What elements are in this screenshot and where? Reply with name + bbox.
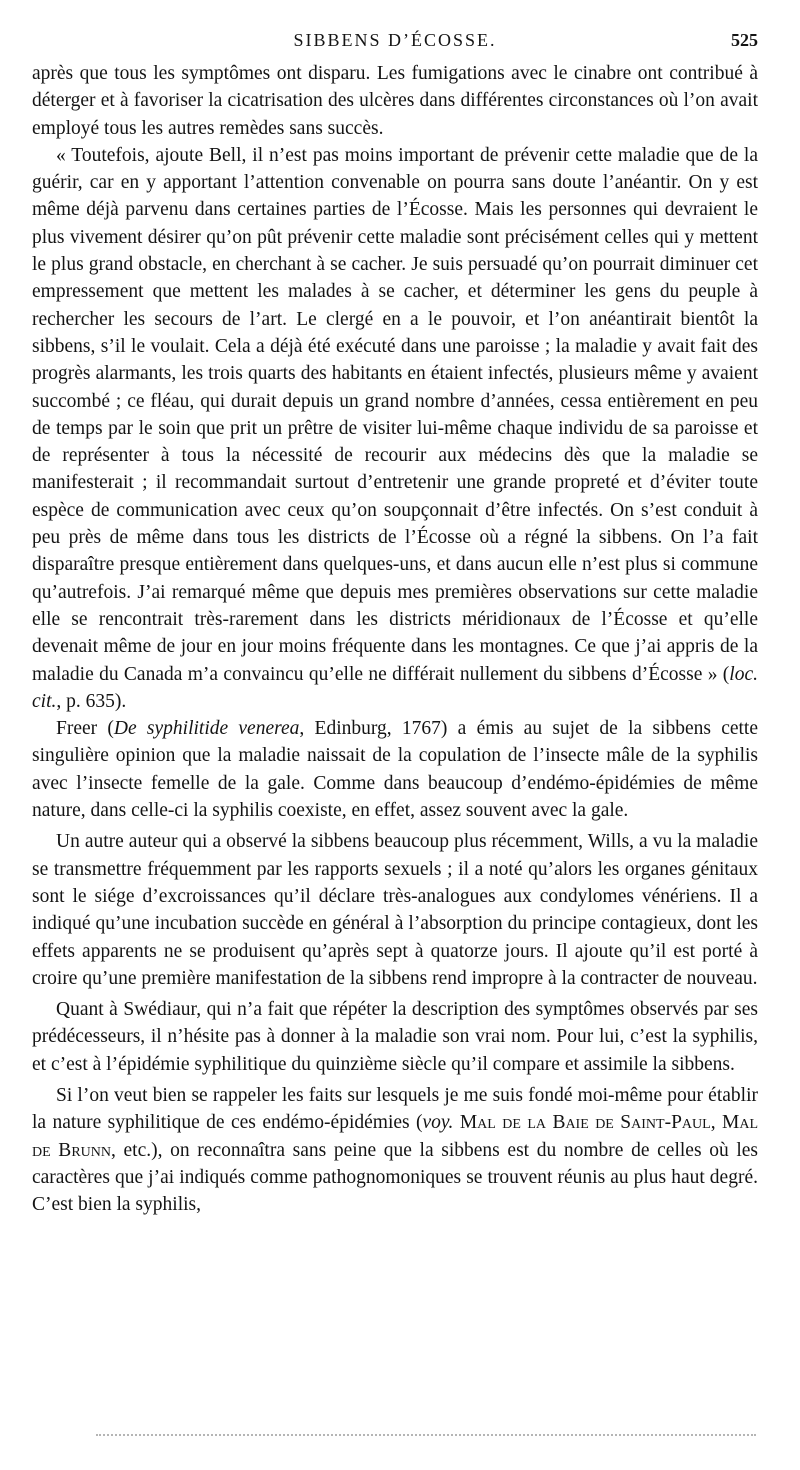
paragraph-3-freer xyxy=(32,715,758,824)
page-header xyxy=(32,26,758,56)
voy-abbrev: voy. xyxy=(422,1112,454,1134)
paragraph-6-conclusion xyxy=(32,1082,758,1218)
cross-reference-baie-saint-paul: Mal de la Baie de Saint-Paul xyxy=(459,1112,711,1134)
freer-work-title: De syphilitide venerea xyxy=(113,718,300,740)
conclusion-text-start: Si l’on veut bien se rappeler les faits sur lesquels je me suis fondé moi-même pour établir la nature syphilitique de ces endémo-épidémies ( xyxy=(32,1084,758,1134)
running-title: SIBBENS D’ÉCOSSE. xyxy=(293,30,497,50)
page xyxy=(32,26,758,1218)
freer-intro: Freer ( xyxy=(56,718,114,740)
paragraph-5-swediaur: Quant à Swédiaur, qui n’a fait que répéter la description des symptômes observés par ses prédécesseurs, il n’hésite pas à donner à la maladie son vrai nom. Pour lui, c’est la syphilis, et c’est à l’épidémie syphilitique du quinzième siècle qu’il compare et assimile la sibbens. xyxy=(32,999,758,1075)
citation-page: , p. 635). xyxy=(56,690,127,712)
page-number: 525 xyxy=(731,30,758,50)
freer-text: , Edinburg, 1767) a émis au sujet de la sibbens cette singulière opinion que la maladie naissait de la copulation de l’insecte mâle de la syphilis avec l’insecte femelle de la gale. Comme dans beaucoup d’endémo-épidémies de même nature, dans celle-ci la syphilis coexiste, en effet, assez souvent avec la gale. xyxy=(32,718,758,822)
conclusion-text-end: , etc.), on reconnaîtra sans peine que la sibbens est du nombre de celles où les caractères que j’ai indiqués comme pathognomoniques se trouvent réunis au plus haut degré. C’est bien la syphilis, xyxy=(32,1139,759,1216)
paragraph-1: après que tous les symptômes ont disparu. Les fumigations avec le cinabre ont contribué à déterger et à favoriser la cicatrisation des ulcères dans différentes circonstances où l’on avait employé tous les autres remèdes sans succès. xyxy=(32,63,758,139)
bottom-dotted-rule xyxy=(96,1434,756,1436)
bell-quote-text: « Toutefois, ajoute Bell, il n’est pas moins important de prévenir cette maladie que de la guérir, car en y apportant l’attention convenable on pourra sans doute l’anéantir. On y est même déjà parvenu dans certaines parties de l’Écosse. Mais les personnes qui devraient le plus vivement désirer qu’on pût prévenir cette maladie sont précisément celles qui y mettent le plus grand obstacle, en cherchant à se cacher. Je suis persuadé qu’on pourrait diminuer cet empressement que mettent les malades à se cacher, et déterminer les gens du peuple à rechercher les secours de l’art. Le clergé en a le pouvoir, et l’on anéantirait bientôt la sibbens, s’il le voulait. Cela a déjà été exécuté dans une paroisse ; la maladie y avait fait des progrès alarmants, les trois quarts des habitants en étaient infectés, plusieurs même y avaient succombé ; ce fléau, qui durait depuis un grand nombre d’années, cessa entièrement en peu de temps par le soin que prit un prêtre de visiter lui-même chaque individu de sa paroisse et de représenter à tous la nécessité de recourir aux médecins dès que la maladie se manifesterait ; il recommandait surtout d’entretenir une grande propreté et d’éviter toute espèce de communication avec ceux qu’on soupçonnait d’être infectés. On s’est conduit à peu près de même dans tous les districts de l’Écosse où a régné la sibbens. On l’a fait disparaître presque entièrement dans quelques-uns, et dans aucun elle n’est plus si commune qu’autrefois. J’ai remarqué même que depuis mes premières observations sur cette maladie elle se rencontrait très-rarement dans les districts méridionaux de l’Écosse et qu’elle devenait même de jour en jour moins fréquente dans les montagnes. Ce que j’ai appris de la maladie du Canada m’a convaincu qu’elle ne différait nullement du sibbens d’Écosse » ( xyxy=(32,144,758,685)
reference-separator: , xyxy=(710,1112,722,1134)
citation-loc-cit: loc. cit. xyxy=(32,663,758,712)
cross-reference-mal-de-brunn: Mal de Brunn xyxy=(32,1112,759,1161)
paragraph-2-bell-quote xyxy=(32,142,758,715)
paragraph-4-wills: Un autre auteur qui a observé la sibbens beaucoup plus récemment, Wills, a vu la maladie se transmettre fréquemment par les rapports sexuels ; il a noté qu’alors les organes génitaux sont le siége d’excroissances qu’il déclare très-analogues aux condylomes vénériens. Il a indiqué qu’une incubation succède en général à l’absorption du principe contagieux, dont les effets apparents ne se produisent qu’après sept à quatorze jours. Il ajoute qu’il est porté à croire qu’une première manifestation de la sibbens rend impropre à la contracter de nouveau. xyxy=(32,831,758,989)
body-text xyxy=(32,60,758,1218)
